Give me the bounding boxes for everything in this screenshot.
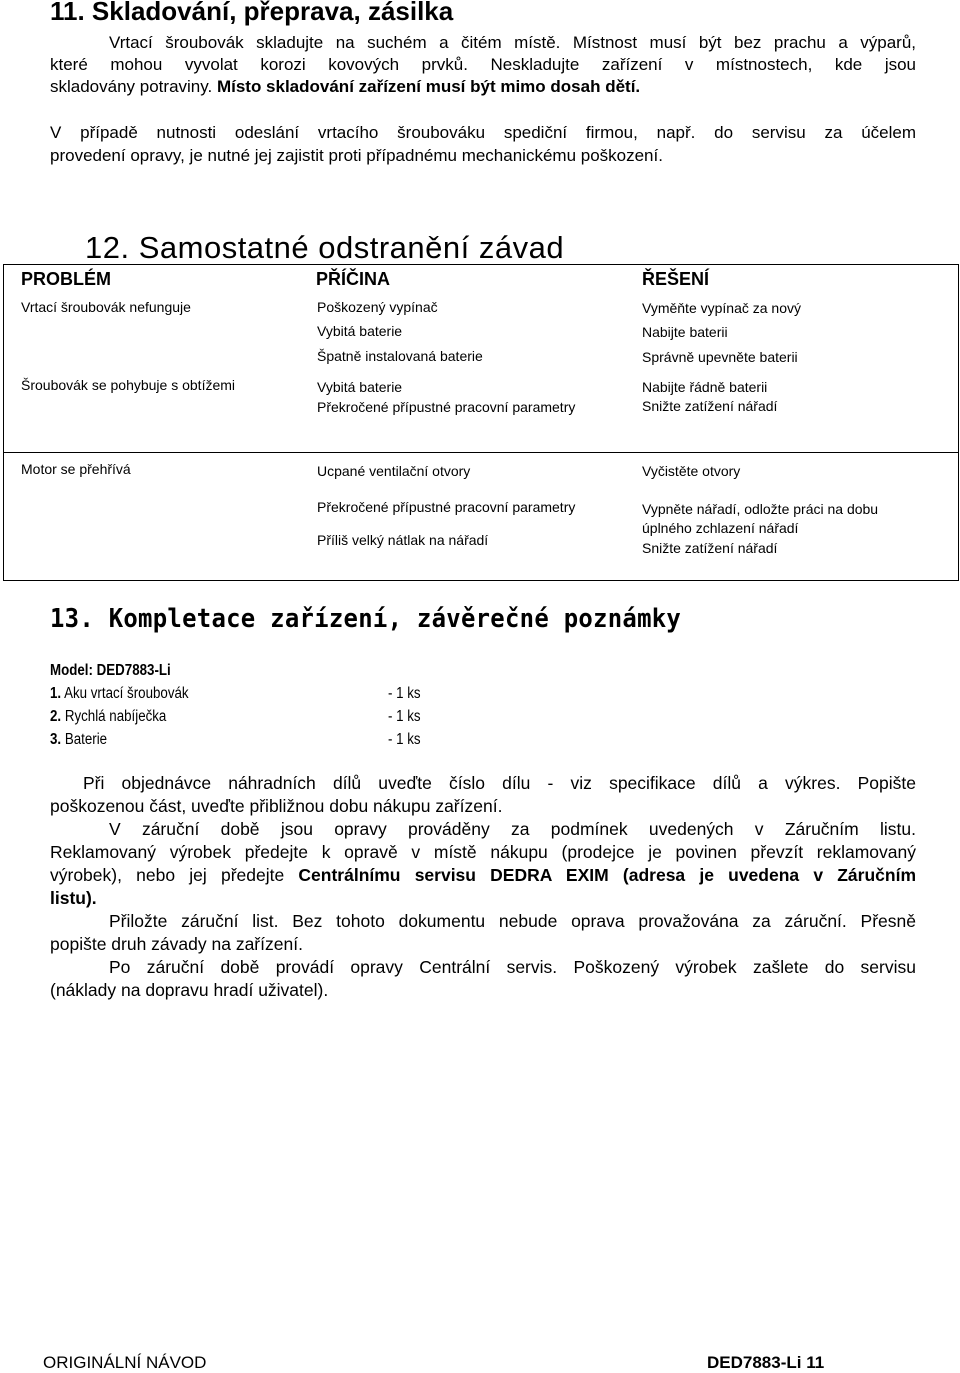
header-solution: ŘEŠENÍ <box>642 269 710 289</box>
notes-line-9: Po záruční době provádí opravy Centrální servis. Poškozený výrobek zašlete do servisu <box>109 957 916 977</box>
row-3-cause-2: Překročené přípustné pracovní parametry <box>317 499 576 515</box>
section-11-paragraph-2-line-2: provedení opravy, je nutné jej zajistit proti případnému mechanickému poškození. <box>50 146 663 165</box>
notes-line-2: poškozenou část, uveďte přibližnou dobu nákupu zařízení. <box>50 796 503 816</box>
row-3-cause-1: Ucpané ventilační otvory <box>317 463 471 479</box>
row-1-cause-3: Špatně instalovaná baterie <box>317 348 483 364</box>
section-11-paragraph-1-line-3 <box>50 75 916 99</box>
notes-line-5 <box>50 864 916 887</box>
item-2-name: Rychlá nabíječka <box>64 708 167 725</box>
section-11-paragraph-2-line-1: V případě nutnosti odeslání vrtacího šroubováku spediční firmou, např. do servisu za účelem <box>50 123 916 142</box>
storage-text: skladovány potraviny. <box>50 77 217 96</box>
notes-line-1: Při objednávce náhradních dílů uveďte číslo dílu - viz specifikace dílů a výkres. Popište <box>83 773 916 793</box>
row-2-cause-1: Vybitá baterie <box>317 379 403 395</box>
footer-left: ORIGINÁLNÍ NÁVOD <box>43 1353 207 1372</box>
section-12-heading: 12. Samostatné odstranění závad <box>85 230 565 265</box>
row-1-solution-3: Správně upevněte baterii <box>642 349 798 365</box>
row-3-solution-3: Snižte zatížení nářadí <box>642 540 778 556</box>
row-2-solution-2: Snižte zatížení nářadí <box>642 398 778 414</box>
row-1-problem: Vrtací šroubovák nefunguje <box>21 299 191 315</box>
item-1 <box>50 685 189 703</box>
row-3-solution-2: Vypněte nářadí, odložte práci na dobu <box>642 501 879 517</box>
header-problem: PROBLÉM <box>21 269 111 289</box>
notes-line-3: V záruční době jsou opravy prováděny za podmínek uvedených v Záručním listu. <box>109 819 916 839</box>
item-2-qty: - 1 ks <box>388 708 421 725</box>
item-1-qty: - 1 ks <box>388 685 421 702</box>
section-11-heading: 11. Skladování, přeprava, zásilka <box>50 0 454 26</box>
item-3-qty: - 1 ks <box>388 731 421 748</box>
notes-line-4: Reklamovaný výrobek předejte k opravě v místě nákupu (prodejce je povinen převzít reklamovaný <box>50 842 916 862</box>
storage-warning: Místo skladování zařízení musí být mimo dosah dětí. <box>216 77 641 96</box>
troubleshooting-table <box>3 264 959 581</box>
section-13-heading: 13. Kompletace zařízení, závěrečné poznámky <box>50 604 682 634</box>
header-cause: PŘÍČINA <box>316 269 391 289</box>
item-3 <box>50 731 107 749</box>
item-3-number: 3. <box>50 731 62 748</box>
section-11-paragraph-1-line-2: které mohou vyvolat korozi kovových prvků. Neskladujte zařízení v místnostech, kde jsou <box>50 55 916 74</box>
row-2-problem: Šroubovák se pohybuje s obtížemi <box>21 377 236 393</box>
notes-line-8: popište druh závady na zařízení. <box>50 934 303 954</box>
row-3-cause-3: Příliš velký nátlak na nářadí <box>317 532 489 548</box>
row-3-problem: Motor se přehřívá <box>21 461 131 477</box>
row-2-solution-1: Nabijte řádně baterii <box>642 379 768 395</box>
row-1-solution-1: Vyměňte vypínač za nový <box>642 300 802 316</box>
row-separator <box>4 452 958 453</box>
notes-line-10: (náklady na dopravu hradí uživatel). <box>50 980 329 1000</box>
item-2-number: 2. <box>50 708 62 725</box>
row-1-solution-2: Nabijte baterii <box>642 324 728 340</box>
notes-handover-text: výrobek), nebo jej předejte <box>50 865 299 885</box>
row-1-cause-1: Poškozený vypínač <box>317 299 438 315</box>
row-2-cause-2: Překročené přípustné pracovní parametry <box>317 399 576 415</box>
model-label: Model: DED7883-Li <box>50 662 171 679</box>
notes-line-6: listu). <box>50 888 97 908</box>
item-3-name: Baterie <box>64 731 108 748</box>
row-3-solution-2-continued: úplného zchlazení nářadí <box>642 520 799 536</box>
notes-line-7: Přiložte záruční list. Bez tohoto dokumentu nebude oprava provažována za záruční. Přesně <box>109 911 916 931</box>
row-1-cause-2: Vybitá baterie <box>317 323 403 339</box>
central-service-text: Centrálnímu servisu DEDRA EXIM (adresa je uvedena v Záručním <box>298 865 917 885</box>
item-2 <box>50 708 166 726</box>
footer-right: DED7883-Li 11 <box>707 1353 825 1372</box>
row-3-solution-1: Vyčistěte otvory <box>642 463 741 479</box>
item-1-name: Aku vrtací šroubovák <box>64 685 189 702</box>
section-11-paragraph-1-line-1: Vrtací šroubovák skladujte na suchém a čitém místě. Místnost musí být bez prachu a výparů, <box>109 33 916 52</box>
item-1-number: 1. <box>50 685 62 702</box>
